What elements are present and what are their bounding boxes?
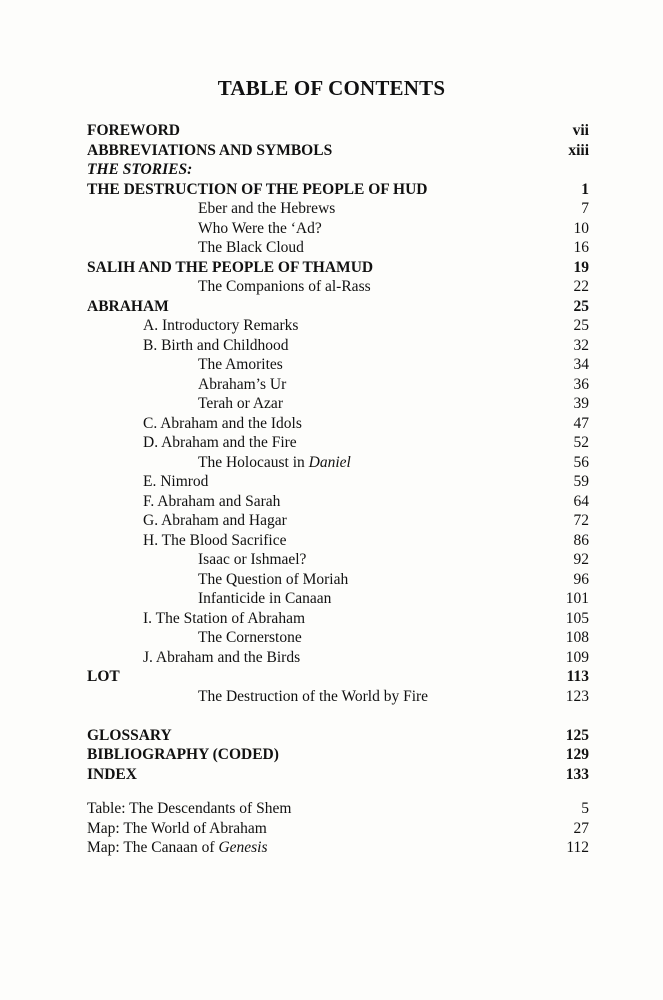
- toc-entry-label: A. Introductory Remarks: [143, 317, 299, 334]
- toc-subentry: [87, 316, 589, 336]
- toc-entry-label: H. The Blood Sacrifice: [143, 531, 287, 549]
- toc-subentry: [87, 277, 589, 297]
- toc-entry-page: 113: [566, 668, 589, 685]
- toc-entry: [87, 258, 589, 278]
- toc-entry: [87, 745, 589, 765]
- toc-entry-page: 7: [581, 200, 589, 217]
- toc-entry-page: 47: [573, 414, 589, 432]
- toc-entry-page: 125: [565, 726, 589, 744]
- toc-entry-label: I. The Station of Abraham: [143, 609, 306, 627]
- toc-entry: [87, 667, 589, 687]
- toc-entry-label: The Companions of al-Rass: [198, 278, 371, 295]
- toc-entry-label: The Black Cloud: [198, 239, 304, 256]
- toc-entry-page: 86: [573, 531, 589, 549]
- toc-subentry: [87, 414, 589, 434]
- toc-figure-entry: [87, 819, 589, 839]
- toc-entry-page: vii: [572, 122, 589, 139]
- toc-entry-page: 133: [565, 765, 589, 783]
- toc-entry-page: 32: [573, 336, 589, 354]
- toc-entry-page: 109: [565, 648, 589, 666]
- toc-entry-page: 72: [573, 512, 589, 529]
- toc-entry-page: 27: [573, 819, 589, 837]
- toc-subentry: [87, 453, 589, 473]
- toc-entry: [87, 297, 589, 317]
- toc-entry-page: 34: [573, 356, 589, 373]
- toc-entry-label-text: Map: The Canaan of: [87, 839, 219, 856]
- toc-entry-label: ABRAHAM: [87, 297, 169, 315]
- toc-entry-label: THE DESTRUCTION OF THE PEOPLE OF HUD: [87, 180, 428, 198]
- toc-entry-label: Map: The World of Abraham: [87, 819, 267, 837]
- toc-entry-label: F. Abraham and Sarah: [143, 492, 281, 510]
- toc-subentry: [87, 199, 589, 219]
- toc-entry-label: The Destruction of the World by Fire: [198, 687, 429, 705]
- toc-entry-label: INDEX: [87, 765, 137, 783]
- toc-subentry: [87, 648, 589, 668]
- toc-figure-entry: [87, 838, 589, 858]
- spacer: [87, 706, 589, 726]
- toc-entry: [87, 121, 589, 141]
- toc-entry: [87, 180, 589, 200]
- toc-entry-label: GLOSSARY: [87, 726, 172, 744]
- toc-figure-entry: [87, 799, 589, 819]
- toc-entry-label: Table: The Descendants of Shem: [87, 800, 292, 817]
- toc-entry-label: The Question of Moriah: [198, 570, 349, 588]
- toc-entry-page: 5: [581, 800, 589, 817]
- toc-entry-label: BIBLIOGRAPHY (CODED): [87, 746, 279, 763]
- toc-entry-page: 92: [573, 551, 589, 568]
- toc-entry-label: Infanticide in Canaan: [198, 590, 332, 607]
- toc-entry-page: 36: [573, 375, 589, 393]
- toc-entry-label: ABBREVIATIONS AND SYMBOLS: [87, 141, 333, 159]
- toc-subentry: [87, 394, 589, 414]
- toc-subentry: [87, 375, 589, 395]
- toc-subentry: [87, 628, 589, 648]
- table-of-contents: [87, 121, 589, 858]
- toc-entry-page: 1: [581, 180, 589, 198]
- toc-entry-label: LOT: [87, 668, 120, 685]
- toc-subentry: [87, 570, 589, 590]
- toc-subentry: [87, 433, 589, 453]
- toc-entry-label: Eber and the Hebrews: [198, 200, 336, 217]
- toc-entry-page: xiii: [568, 141, 589, 159]
- toc-subentry: [87, 492, 589, 512]
- toc-entry-label: E. Nimrod: [143, 473, 209, 490]
- toc-entry-label: B. Birth and Childhood: [143, 336, 289, 354]
- toc-entry-page: 64: [573, 492, 589, 510]
- toc-subentry: [87, 589, 589, 609]
- toc-entry-page: 25: [573, 297, 589, 315]
- page-title: TABLE OF CONTENTS: [217, 76, 446, 100]
- toc-entry-page: 25: [573, 317, 589, 334]
- toc-entry-label: Isaac or Ishmael?: [198, 551, 307, 568]
- toc-entry-page: 59: [573, 473, 589, 490]
- toc-entry-page: 129: [565, 746, 589, 763]
- toc-subentry: [87, 355, 589, 375]
- toc-entry-page: 10: [573, 219, 589, 237]
- toc-entry: [87, 765, 589, 785]
- toc-entry-page: 56: [573, 453, 589, 471]
- toc-entry-label: Abraham’s Ur: [198, 375, 287, 393]
- toc-entry-page: 123: [565, 687, 589, 705]
- toc-subentry: [87, 550, 589, 570]
- toc-subentry: [87, 511, 589, 531]
- toc-entry-page: 16: [573, 239, 589, 256]
- toc-entry-page: 112: [566, 839, 589, 856]
- toc-entry-label: G. Abraham and Hagar: [143, 512, 287, 529]
- toc-entry-label: D. Abraham and the Fire: [143, 434, 297, 451]
- toc-entry-page: 96: [573, 570, 589, 588]
- toc-subentry: [87, 687, 589, 707]
- toc-entry-page: 105: [565, 609, 589, 627]
- toc-subentry: [87, 472, 589, 492]
- toc-entry: [87, 726, 589, 746]
- toc-entry-label: [87, 838, 268, 858]
- toc-entry-label: J. Abraham and the Birds: [143, 648, 301, 666]
- toc-subentry: [87, 336, 589, 356]
- spacer: [87, 784, 589, 799]
- toc-entry-label: SALIH AND THE PEOPLE OF THAMUD: [87, 258, 374, 276]
- toc-subentry: [87, 219, 589, 239]
- toc-entry-label: THE STORIES:: [87, 161, 193, 178]
- toc-section-heading: [87, 160, 589, 180]
- toc-entry-label: FOREWORD: [87, 122, 180, 139]
- toc-entry-page: 22: [573, 278, 589, 295]
- toc-subentry: [87, 238, 589, 258]
- toc-entry-page: 19: [573, 258, 589, 276]
- toc-entry: [87, 141, 589, 161]
- toc-entry-page: 39: [573, 395, 589, 412]
- toc-subentry: [87, 531, 589, 551]
- toc-entry-label: Who Were the ‘Ad?: [198, 219, 322, 237]
- toc-entry-label: C. Abraham and the Idols: [143, 414, 302, 432]
- toc-entry-label-italic: Daniel: [308, 453, 351, 471]
- toc-entry-label-text: The Holocaust in: [198, 453, 309, 471]
- toc-entry-page: 52: [573, 434, 589, 451]
- toc-subentry: [87, 609, 589, 629]
- toc-entry-label-italic: Genesis: [218, 839, 268, 856]
- toc-entry-page: 108: [565, 629, 589, 646]
- toc-entry-page: 101: [565, 590, 589, 607]
- toc-entry-label: The Amorites: [198, 356, 283, 373]
- toc-entry-label: The Cornerstone: [198, 629, 302, 646]
- toc-entry-label: Terah or Azar: [198, 395, 283, 412]
- toc-entry-label: [198, 453, 351, 473]
